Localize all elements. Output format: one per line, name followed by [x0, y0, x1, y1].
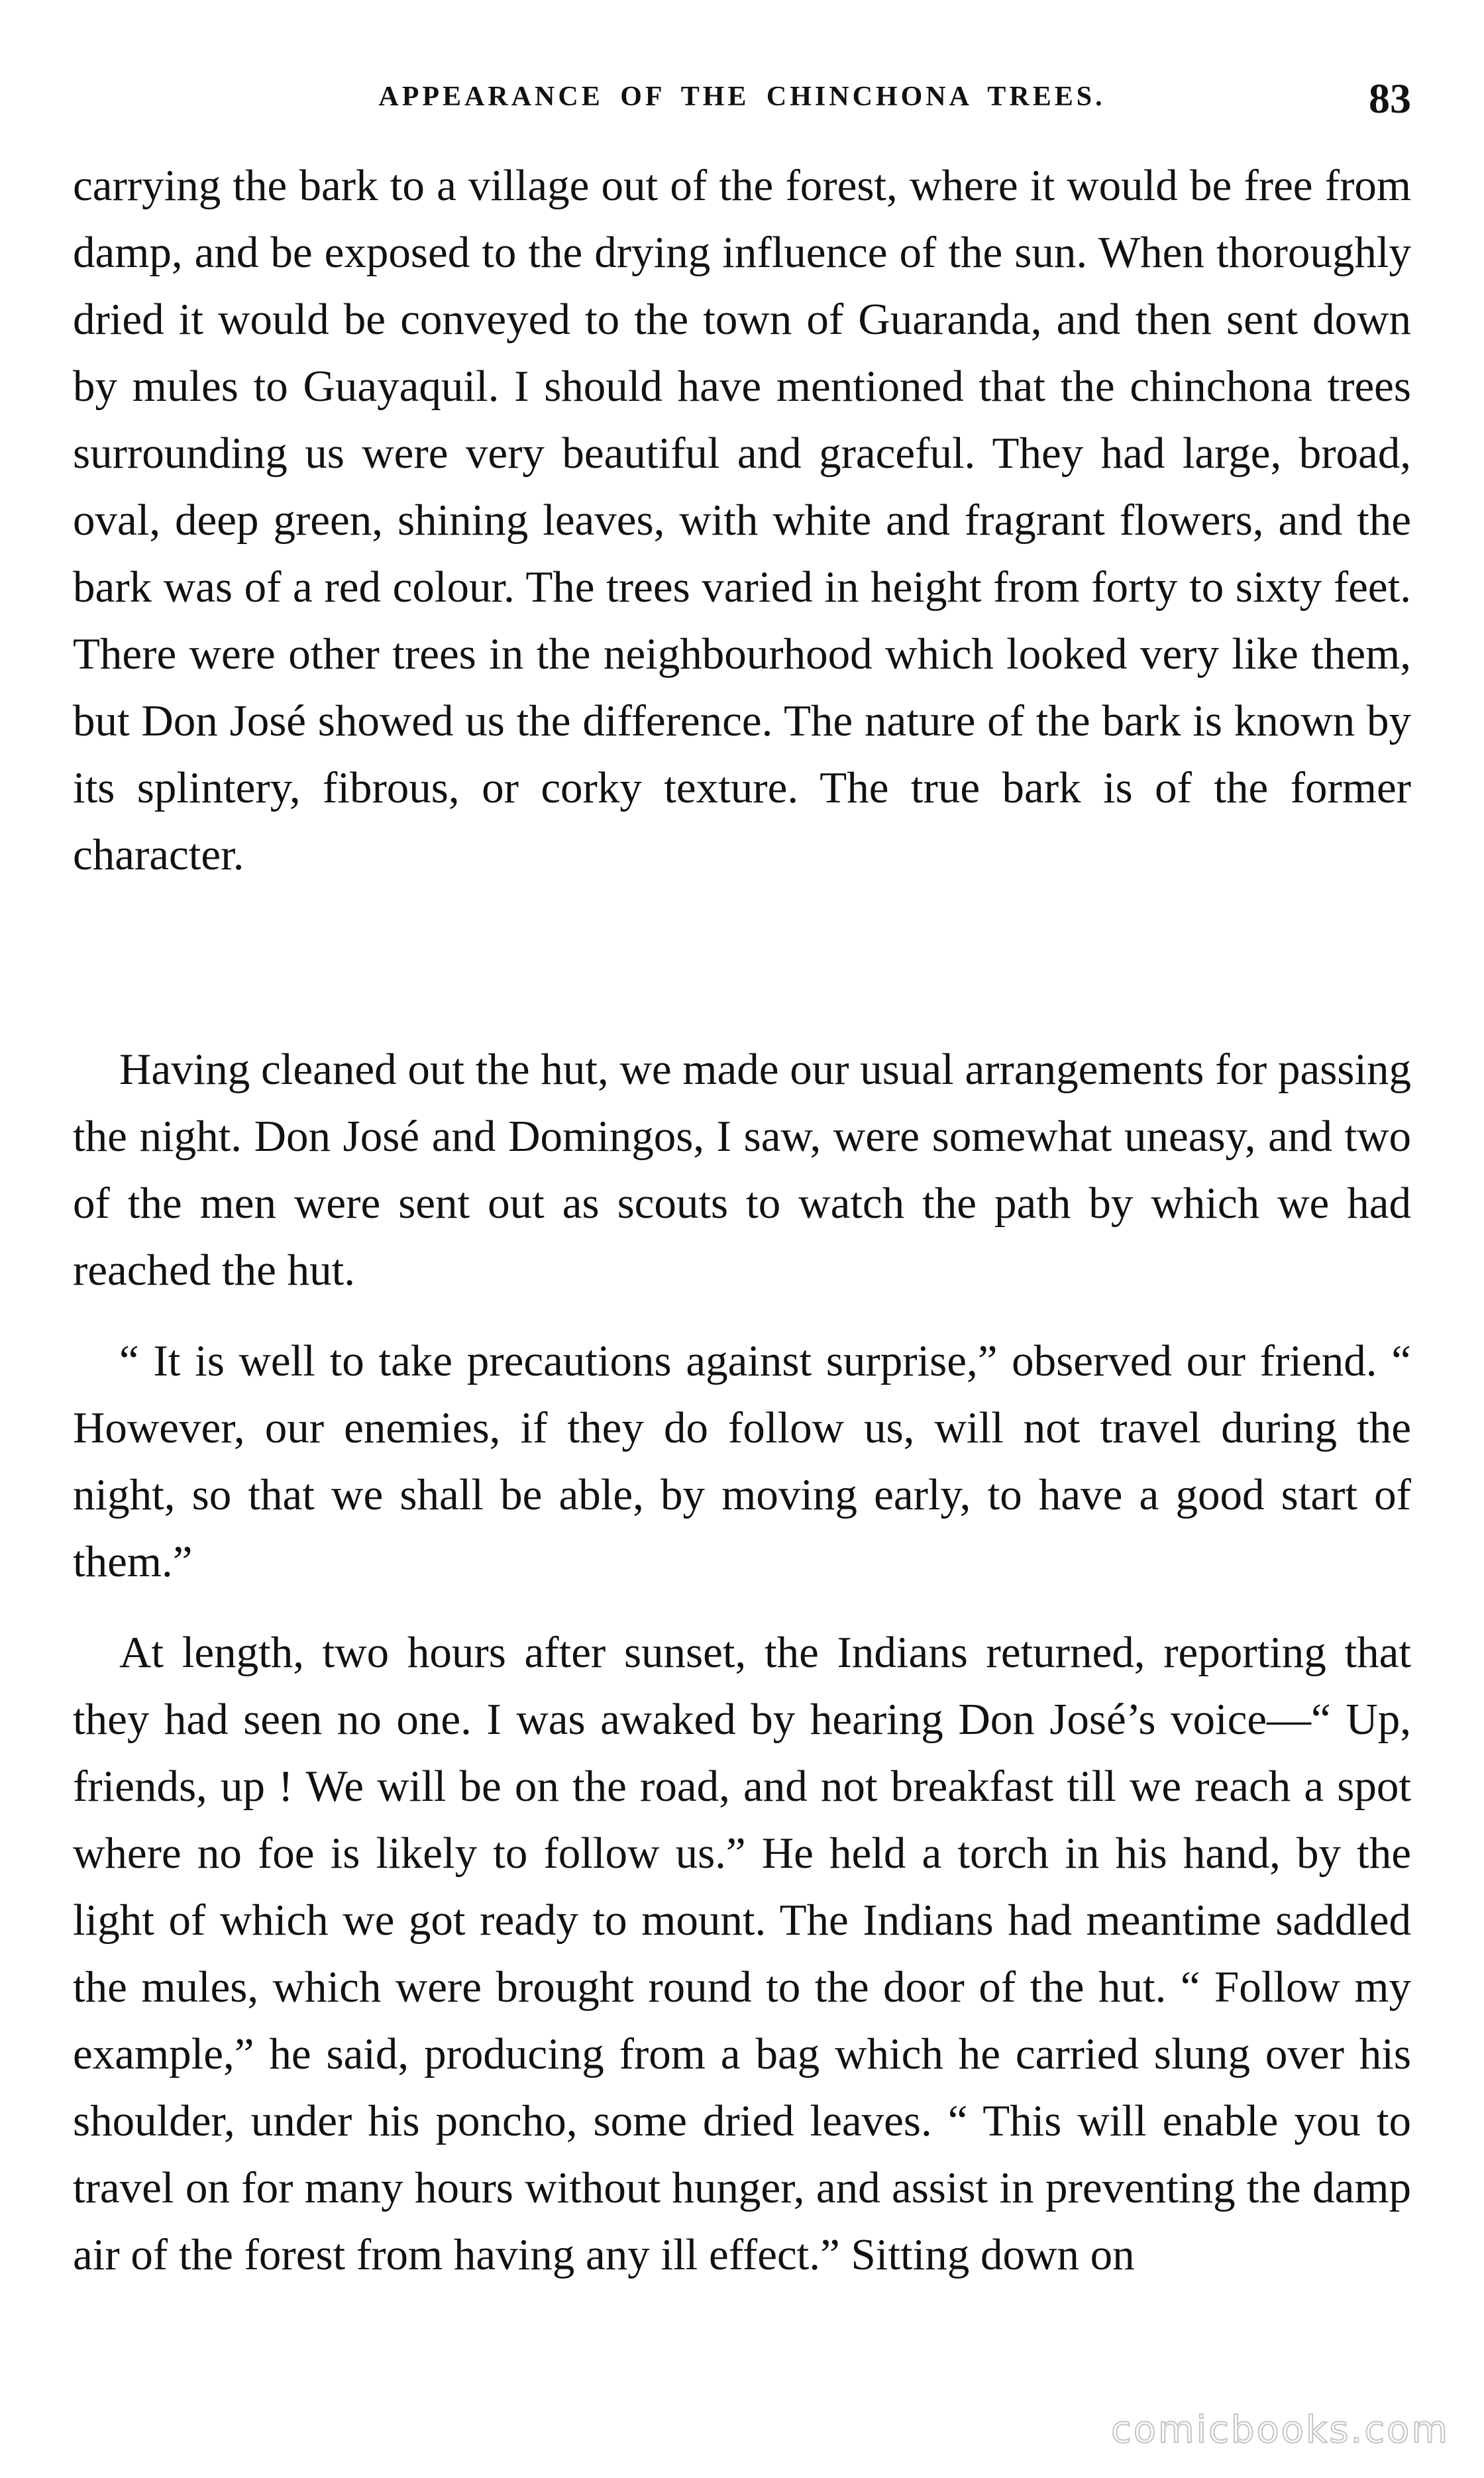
- page-number: 83: [1369, 75, 1411, 122]
- running-title: APPEARANCE OF THE CHINCHONA TREES.: [378, 81, 1106, 112]
- paragraph-hut: Having cleaned out the hut, we made our usual arrangements for passing the night. Don José and Domingos, I saw, were somewhat uneasy, and two of the men were sent out as scouts to watch the path by which we had reached the hut.: [73, 1045, 1411, 1295]
- paragraph-continued: carrying the bark to a village out of the forest, where it would be free from damp, and be exposed to the drying influence of the sun. When thoroughly dried it would be conveyed to the town of Guaranda, and then sent down by mules to Guayaquil. I should have mentioned that the chinchona trees surrounding us were very beautiful and graceful. They had large, broad, oval, deep green, shining leaves, with white and fragrant flowers, and the bark was of a red colour. The trees varied in height from forty to sixty feet. There were other trees in the neighbourhood which looked very like them, but Don José showed us the difference. The nature of the bark is known by its splintery, fibrous, or corky texture. The true bark is of the former character.: [73, 161, 1411, 879]
- watermark-logo: comicbooks.com: [1110, 2408, 1450, 2451]
- paragraph-precautions: “ It is well to take precautions against surprise,” observed our friend. “ However, our enemies, if they do follow us, will not travel during the night, so that we shall be able, by moving early, to have a good start of them.”: [73, 1336, 1411, 1586]
- paragraph-departure: At length, two hours after sunset, the Indians returned, reporting that they had seen no one. I was awaked by hearing Don José’s voice—“ Up, friends, up ! We will be on the road, and not breakfast till we reach a spot where no foe is likely to follow us.” He held a torch in his hand, by the light of which we got ready to mount. The Indians had meantime saddled the mules, which were brought round to the door of the hut. “ Follow my example,” he said, producing from a bag which he carried slung over his shoulder, under his poncho, some dried leaves. “ This will enable you to travel on for many hours without hunger, and assist in preventing the damp air of the forest from having any ill effect.” Sitting down on: [73, 1628, 1411, 2279]
- body-text: [73, 152, 1411, 2289]
- running-head: [73, 75, 1411, 131]
